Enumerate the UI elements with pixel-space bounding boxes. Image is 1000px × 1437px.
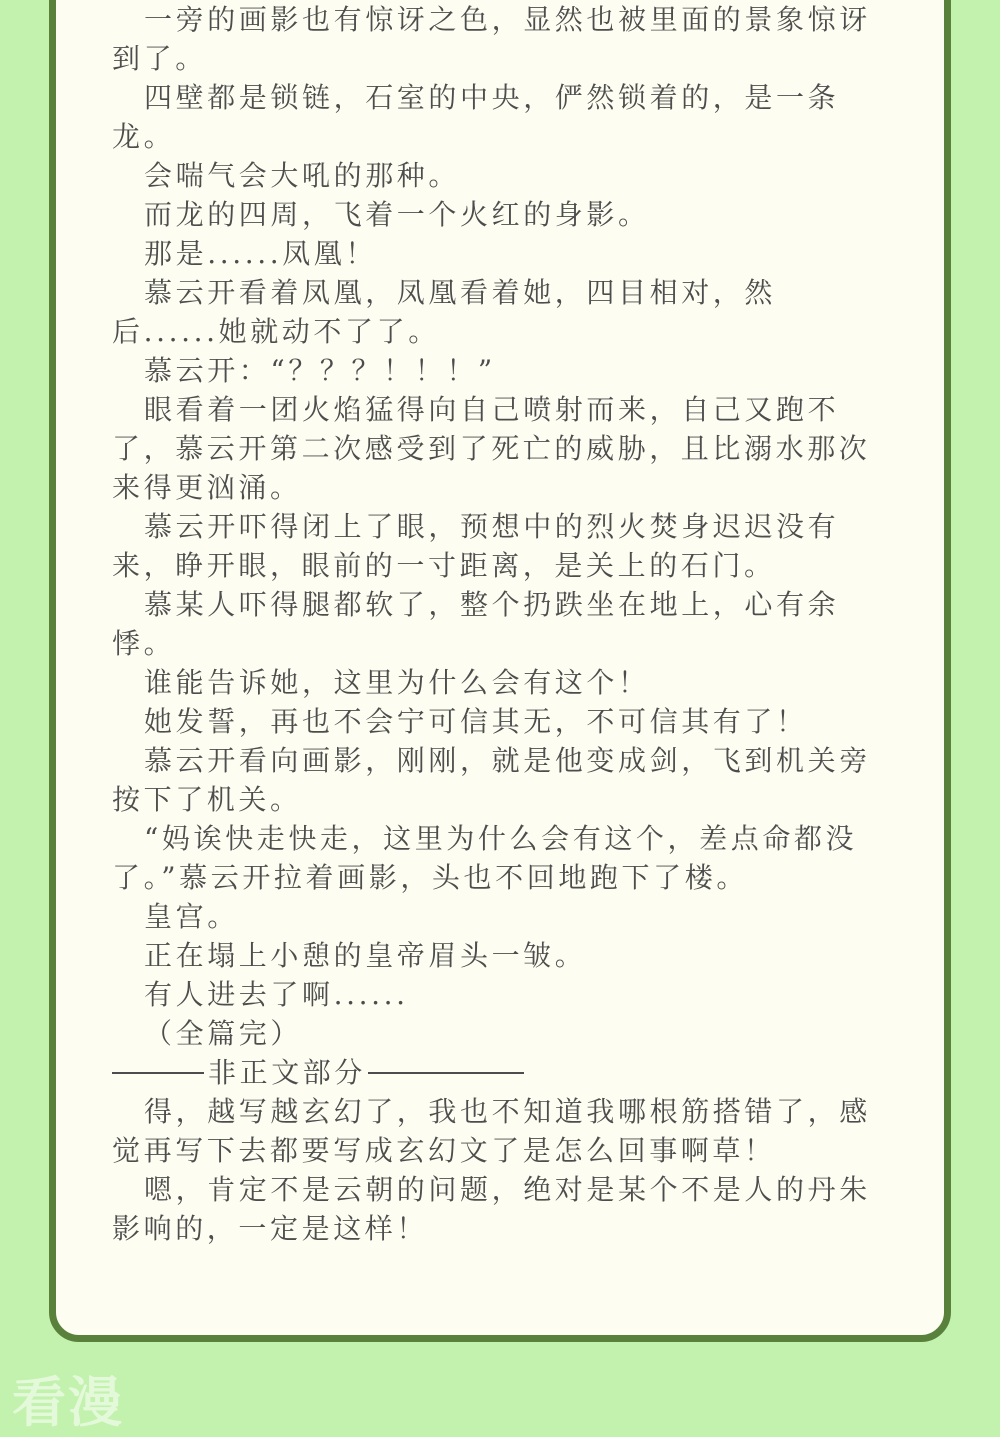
story-line: 了。”慕云开拉着画影，头也不回地跑下了楼。 <box>112 861 748 894</box>
watermark-logo: 看漫 <box>12 1371 124 1434</box>
story-line: 来得更汹涌。 <box>112 471 302 504</box>
story-line: 按下了机关。 <box>112 783 302 816</box>
afterword-line: 嗯，肯定不是云朝的问题，绝对是某个不是人的丹朱 <box>144 1173 871 1206</box>
story-line: 眼看着一团火焰猛得向自己喷射而来，自己又跑不 <box>144 393 840 426</box>
afterword-line: 得，越写越玄幻了，我也不知道我哪根筋搭错了，感 <box>144 1095 871 1128</box>
divider-rule-left <box>112 1072 204 1074</box>
story-line: 那是......凤凰！ <box>144 237 378 270</box>
afterword-line: 影响的，一定是这样！ <box>112 1212 429 1245</box>
story-line: 到了。 <box>112 42 207 75</box>
story-line: 有人进去了啊...... <box>144 978 409 1011</box>
story-line: 皇宫。 <box>144 900 239 933</box>
story-line: 正在塌上小憩的皇帝眉头一皱。 <box>144 939 587 972</box>
story-line: 来，睁开眼，眼前的一寸距离，是关上的石门。 <box>112 549 776 582</box>
divider-rule-right <box>368 1072 524 1074</box>
story-line: 她发誓，再也不会宁可信其无，不可信其有了！ <box>144 705 808 738</box>
story-line: 四壁都是锁链，石室的中央，俨然锁着的，是一条 <box>144 81 840 114</box>
story-line: 会喘气会大吼的那种。 <box>144 159 461 192</box>
story-line: 慕云开看向画影，刚刚，就是他变成剑，飞到机关旁 <box>144 744 871 777</box>
story-line: 慕云开：“？？？！！！” <box>144 354 496 387</box>
story-line: 而龙的四周，飞着一个火红的身影。 <box>144 198 650 231</box>
story-line: 慕云开吓得闭上了眼，预想中的烈火焚身迟迟没有 <box>144 510 840 543</box>
divider-label: 非正文部分 <box>208 1056 367 1089</box>
story-line: 龙。 <box>112 120 176 153</box>
story-line: （全篇完） <box>144 1017 303 1050</box>
story-line: 一旁的画影也有惊讶之色，显然也被里面的景象惊讶 <box>144 3 871 36</box>
afterword-line: 觉再写下去都要写成玄幻文了是怎么回事啊草！ <box>112 1134 776 1167</box>
section-divider <box>112 1053 872 1092</box>
story-body <box>112 0 872 1053</box>
story-line: 谁能告诉她，这里为什么会有这个！ <box>144 666 650 699</box>
story-line: 悸。 <box>112 627 176 660</box>
story-text <box>112 0 872 1248</box>
story-line: 慕云开看着凤凰，凤凰看着她，四目相对，然 <box>144 276 777 309</box>
story-line: 慕某人吓得腿都软了，整个扔跌坐在地上，心有余 <box>144 588 840 621</box>
story-line: 了，慕云开第二次感受到了死亡的威胁，且比溺水那次 <box>112 432 871 465</box>
afterword-body <box>112 1092 872 1248</box>
story-line: “妈诶快走快走，这里为什么会有这个，差点命都没 <box>144 822 858 855</box>
story-line: 后......她就动不了了。 <box>112 315 440 348</box>
